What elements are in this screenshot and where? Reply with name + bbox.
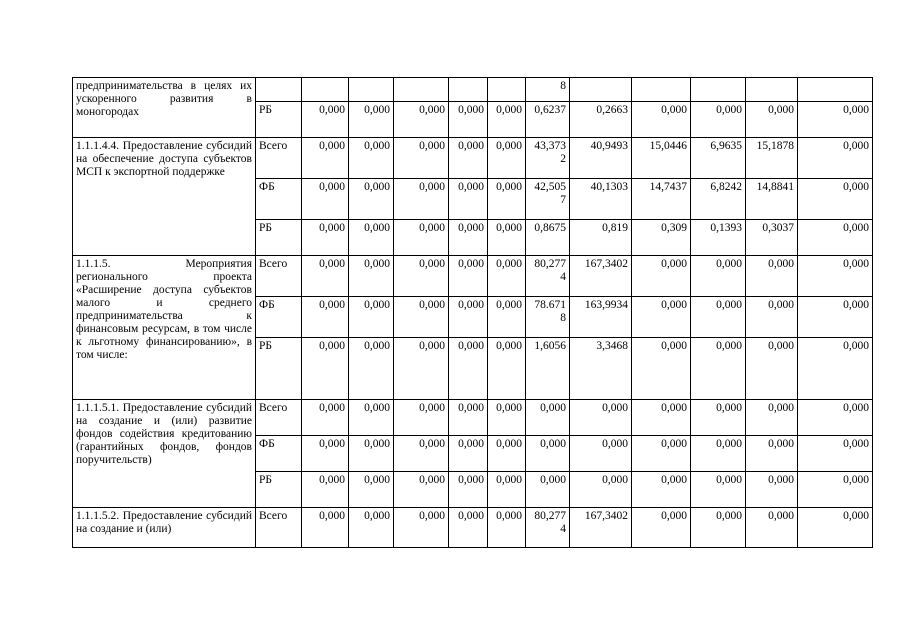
value-cell: 0,000: [798, 436, 873, 472]
funding-source-cell: ФБ: [256, 436, 302, 472]
value-cell: 0,000: [394, 436, 449, 472]
value-cell: 0,000: [449, 436, 488, 472]
value-cell: [349, 78, 394, 102]
value-cell: 0,000: [798, 102, 873, 138]
value-cell: 40,1303: [570, 179, 632, 220]
value-cell: 0,000: [302, 436, 349, 472]
funding-source-cell: РБ: [256, 102, 302, 138]
value-cell: 0,000: [526, 436, 570, 472]
value-cell: 0,000: [691, 508, 746, 548]
value-cell: 0,000: [632, 102, 691, 138]
value-cell: 167,3402: [570, 256, 632, 297]
value-cell: 0,000: [488, 436, 526, 472]
value-cell: 0,000: [302, 400, 349, 436]
funding-source-cell: РБ: [256, 220, 302, 256]
value-cell: 0,000: [349, 256, 394, 297]
value-cell: 0,000: [746, 102, 798, 138]
value-cell: 8: [526, 78, 570, 102]
value-cell: 0,000: [798, 508, 873, 548]
value-cell: 0,000: [488, 102, 526, 138]
funding-source-cell: Всего: [256, 508, 302, 548]
value-cell: 0,8675: [526, 220, 570, 256]
value-cell: 0,000: [449, 472, 488, 508]
value-cell: 0,000: [691, 436, 746, 472]
value-cell: 0,000: [349, 297, 394, 338]
value-cell: 15,0446: [632, 138, 691, 179]
value-cell: 0,000: [746, 338, 798, 400]
value-cell: 0,000: [394, 338, 449, 400]
value-cell: 0,2663: [570, 102, 632, 138]
value-cell: 0,000: [526, 400, 570, 436]
value-cell: [632, 78, 691, 102]
value-cell: 0,000: [394, 508, 449, 548]
value-cell: 0,000: [798, 338, 873, 400]
value-cell: 0,000: [488, 138, 526, 179]
value-cell: 0,309: [632, 220, 691, 256]
value-cell: [302, 78, 349, 102]
value-cell: 3,3468: [570, 338, 632, 400]
value-cell: 0,000: [394, 472, 449, 508]
value-cell: 0,000: [349, 436, 394, 472]
value-cell: 0,000: [449, 508, 488, 548]
value-cell: 0,000: [302, 256, 349, 297]
value-cell: 0,000: [302, 102, 349, 138]
funding-source-cell: Всего: [256, 138, 302, 179]
value-cell: [570, 78, 632, 102]
value-cell: 0,000: [798, 256, 873, 297]
value-cell: 0,000: [449, 220, 488, 256]
value-cell: 0,000: [349, 179, 394, 220]
value-cell: [488, 78, 526, 102]
row-name-cell: предпринимательства в целях их ускоренного развития в моногородах: [73, 78, 256, 138]
value-cell: 6,9635: [691, 138, 746, 179]
value-cell: 0,000: [394, 297, 449, 338]
value-cell: 0,000: [632, 256, 691, 297]
value-cell: 0,000: [570, 472, 632, 508]
value-cell: 0,000: [349, 102, 394, 138]
value-cell: 0,000: [488, 472, 526, 508]
value-cell: 0,819: [570, 220, 632, 256]
row-name-cell: 1.1.1.5.2. Предоставление субсидий на создание и (или): [73, 508, 256, 548]
value-cell: 0,000: [798, 297, 873, 338]
value-cell: 0,000: [632, 508, 691, 548]
value-cell: 163,9934: [570, 297, 632, 338]
value-cell: 0,6237: [526, 102, 570, 138]
value-cell: 0,000: [302, 338, 349, 400]
value-cell: 0,000: [632, 400, 691, 436]
value-cell: 0,000: [394, 220, 449, 256]
value-cell: 0,000: [632, 436, 691, 472]
value-cell: 0,000: [746, 256, 798, 297]
value-cell: 0,000: [488, 400, 526, 436]
value-cell: 0,000: [526, 472, 570, 508]
value-cell: 0,000: [394, 256, 449, 297]
value-cell: 0,000: [798, 400, 873, 436]
value-cell: 0,000: [746, 400, 798, 436]
value-cell: 0,000: [449, 179, 488, 220]
value-cell: 0,000: [302, 297, 349, 338]
value-cell: 14,8841: [746, 179, 798, 220]
value-cell: 0,000: [488, 338, 526, 400]
value-cell: 43,3732: [526, 138, 570, 179]
value-cell: 0,000: [798, 179, 873, 220]
value-cell: 0,000: [302, 220, 349, 256]
value-cell: 0,000: [302, 179, 349, 220]
value-cell: 0,000: [746, 297, 798, 338]
value-cell: 0,000: [488, 297, 526, 338]
value-cell: 0,000: [691, 256, 746, 297]
value-cell: 0,000: [349, 338, 394, 400]
funding-source-cell: РБ: [256, 338, 302, 400]
value-cell: 0,000: [488, 220, 526, 256]
table-row: [73, 256, 873, 297]
value-cell: 0,000: [449, 102, 488, 138]
table-row: [73, 400, 873, 436]
value-cell: 0,000: [691, 297, 746, 338]
value-cell: 15,1878: [746, 138, 798, 179]
table-row: [73, 78, 873, 102]
value-cell: 0,000: [488, 508, 526, 548]
value-cell: 0,000: [632, 338, 691, 400]
value-cell: [798, 78, 873, 102]
value-cell: 78.6718: [526, 297, 570, 338]
value-cell: 0,000: [632, 297, 691, 338]
value-cell: 0,000: [449, 138, 488, 179]
row-name-cell: 1.1.1.5. Мероприятия регионального проекта «Расширение доступа субъектов малого и среднего предпринимательства к финансовым ресурсам, в том числе к льготному финансированию», в том числе:: [73, 256, 256, 400]
value-cell: [394, 78, 449, 102]
value-cell: 0,000: [488, 179, 526, 220]
value-cell: 0,000: [394, 400, 449, 436]
funding-source-cell: ФБ: [256, 179, 302, 220]
funding-source-cell: ФБ: [256, 297, 302, 338]
value-cell: 40,9493: [570, 138, 632, 179]
value-cell: 0,000: [302, 508, 349, 548]
value-cell: 0,000: [349, 138, 394, 179]
value-cell: [746, 78, 798, 102]
value-cell: 0,000: [449, 400, 488, 436]
value-cell: 1,6056: [526, 338, 570, 400]
value-cell: 0,000: [302, 138, 349, 179]
value-cell: 0,000: [394, 102, 449, 138]
value-cell: 0,3037: [746, 220, 798, 256]
value-cell: [691, 78, 746, 102]
value-cell: 0,000: [349, 472, 394, 508]
value-cell: 80,2774: [526, 508, 570, 548]
value-cell: 0,000: [691, 338, 746, 400]
value-cell: 0,000: [746, 508, 798, 548]
funding-source-cell: Всего: [256, 256, 302, 297]
value-cell: 167,3402: [570, 508, 632, 548]
value-cell: 0,000: [449, 338, 488, 400]
value-cell: 0,000: [394, 179, 449, 220]
value-cell: 0,000: [488, 256, 526, 297]
table-row: [73, 138, 873, 179]
value-cell: 0,000: [570, 400, 632, 436]
value-cell: 0,000: [798, 472, 873, 508]
value-cell: 0,000: [449, 297, 488, 338]
value-cell: 0,000: [632, 472, 691, 508]
value-cell: 0,000: [746, 472, 798, 508]
value-cell: 0,000: [691, 400, 746, 436]
funding-source-cell: [256, 78, 302, 102]
value-cell: 80,2774: [526, 256, 570, 297]
value-cell: 0,000: [349, 508, 394, 548]
value-cell: 0,000: [394, 138, 449, 179]
table-row: [73, 508, 873, 548]
value-cell: 0,000: [349, 220, 394, 256]
value-cell: [449, 78, 488, 102]
value-cell: 6,8242: [691, 179, 746, 220]
value-cell: 0,000: [449, 256, 488, 297]
row-name-cell: 1.1.1.4.4. Предоставление субсидий на обеспечение доступа субъектов МСП к экспортной поддержке: [73, 138, 256, 256]
value-cell: 0,000: [691, 102, 746, 138]
funding-source-cell: Всего: [256, 400, 302, 436]
row-name-cell: 1.1.1.5.1. Предоставление субсидий на создание и (или) развитие фондов содействия кредитованию (гарантийных фондов, фондов поручительств): [73, 400, 256, 508]
value-cell: 0,000: [570, 436, 632, 472]
funding-source-cell: РБ: [256, 472, 302, 508]
value-cell: 0,000: [691, 472, 746, 508]
value-cell: 0,000: [798, 220, 873, 256]
value-cell: 0,000: [302, 472, 349, 508]
value-cell: 0,000: [798, 138, 873, 179]
budget-table: [72, 77, 873, 548]
value-cell: 14,7437: [632, 179, 691, 220]
value-cell: 0,000: [349, 400, 394, 436]
value-cell: 0,1393: [691, 220, 746, 256]
value-cell: 0,000: [746, 436, 798, 472]
value-cell: 42,5057: [526, 179, 570, 220]
